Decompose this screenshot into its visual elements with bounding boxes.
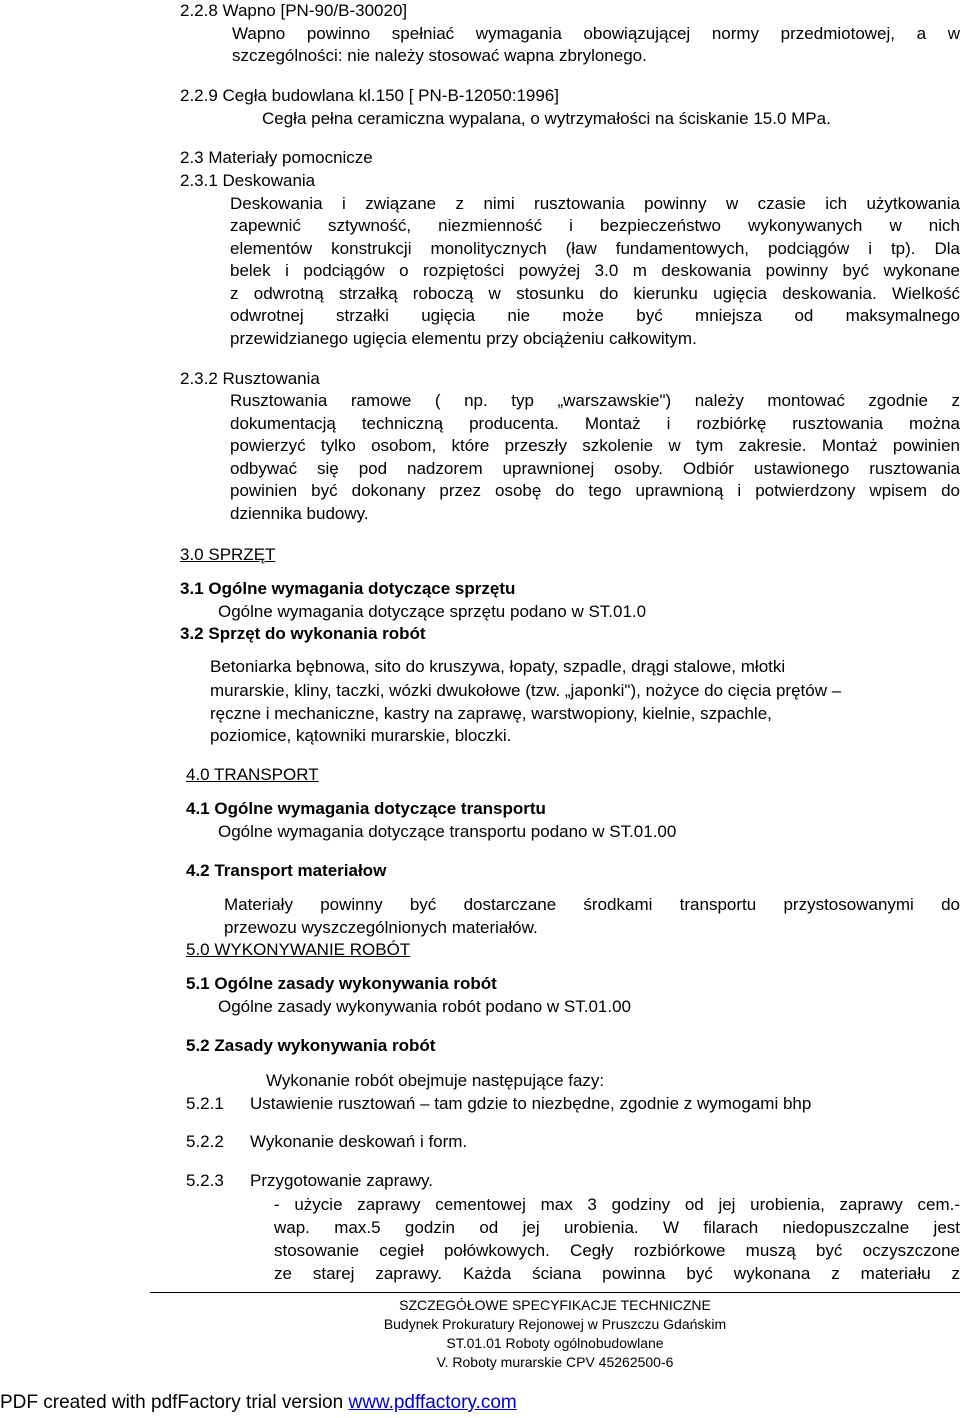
paragraph-line: dokumentacją techniczną producenta. Montaż i rozbiórkę rusztowania można <box>230 414 960 433</box>
paragraph-line: dziennika budowy. <box>230 504 369 523</box>
paragraph-line: Materiały powinny być dostarczane środkami transportu przystosowanymi do <box>224 895 960 914</box>
paragraph-line: murarskie, kliny, taczki, wózki dwukołowe (tzw. „japonki"), nożyce do cięcia prętów – <box>210 681 842 700</box>
list-item-number: 5.2.2 <box>186 1132 224 1151</box>
list-item-text: Przygotowanie zaprawy. <box>250 1171 433 1190</box>
paragraph-line: ze starej zaprawy. Każda ściana powinna być wykonana z materiału z <box>274 1264 960 1283</box>
paragraph-line: poziomice, kątowniki murarskie, bloczki. <box>210 726 512 745</box>
section-heading-2-3-1: 2.3.1 Deskowania <box>180 171 316 190</box>
chapter-heading-5-0: 5.0 WYKONYWANIE ROBÓT <box>186 940 411 959</box>
paragraph-line: z odwrotną strzałką roboczą w stosunku do kierunku ugięcia deskowania. Wielkość <box>230 284 960 303</box>
list-item-number: 5.2.1 <box>186 1094 224 1113</box>
section-heading-2-2-8: 2.2.8 Wapno [PN-90/B-30020] <box>180 1 408 20</box>
paragraph-line: powinien być dokonany przez osobę do tego uprawnioną i potwierdzony wpisem do <box>230 481 960 500</box>
paragraph-line: belek i podciągów o rozpiętości powyżej 3.0 m deskowania powinny być wykonane <box>230 261 960 280</box>
paragraph-line: Rusztowania ramowe ( np. typ „warszawskie") należy montować zgodnie z <box>230 391 960 410</box>
paragraph-line: elementów konstrukcji monolitycznych (ław fundamentowych, podciągów i tp). Dla <box>230 239 960 258</box>
paragraph-line: Ogólne wymagania dotyczące sprzętu podano w ST.01.0 <box>218 602 647 621</box>
section-heading-2-2-9: 2.2.9 Cegła budowlana kl.150 [ PN-B-12050:1996] <box>180 86 559 105</box>
paragraph-line: Ogólne wymagania dotyczące transportu podano w ST.01.00 <box>218 822 677 841</box>
paragraph-line: Ogólne zasady wykonywania robót podano w ST.01.00 <box>218 997 631 1016</box>
footer-line: Budynek Prokuratury Rejonowej w Pruszczu Gdańskim <box>383 1316 727 1332</box>
section-heading-3-1: 3.1 Ogólne wymagania dotyczące sprzętu <box>180 579 516 598</box>
list-item-text: Wykonanie deskowań i form. <box>250 1132 468 1151</box>
section-heading-3-2: 3.2 Sprzęt do wykonania robót <box>180 624 426 643</box>
paragraph-line: zapewnić sztywność, niezmienność i bezpieczeństwo wykonywanych w nich <box>230 216 960 235</box>
paragraph-line: Wykonanie robót obejmuje następujące fazy: <box>266 1071 605 1090</box>
paragraph-line: przewidzianego ugięcia elementu przy obciążeniu całkowitym. <box>230 329 697 348</box>
pdffactory-link[interactable]: www.pdffactory.com <box>348 1392 517 1413</box>
paragraph-line: przewozu wyszczególnionych materiałów. <box>224 918 538 937</box>
footer-line: ST.01.01 Roboty ogólnobudowlane <box>446 1335 664 1351</box>
paragraph-line: - użycie zaprawy cementowej max 3 godziny od jej urobienia, zaprawy cem.- <box>274 1195 960 1214</box>
paragraph-line: stosowanie cegieł połówkowych. Cegły rozbiórkowe muszą być oczyszczone <box>274 1241 960 1260</box>
paragraph-line: ręczne i mechaniczne, kastry na zaprawę, warstwopiony, kielnie, szpachle, <box>210 704 772 723</box>
paragraph-line: wap. max.5 godzin od jej urobienia. W filarach niedopuszczalne jest <box>274 1218 960 1237</box>
paragraph-line: powierzyć tylko osobom, które przeszły szkolenie w tym zakresie. Montaż powinien <box>230 436 960 455</box>
paragraph-line: Cegła pełna ceramiczna wypalana, o wytrzymałości na ściskanie 15.0 MPa. <box>262 109 831 128</box>
section-heading-2-3-2: 2.3.2 Rusztowania <box>180 369 320 388</box>
section-heading-4-1: 4.1 Ogólne wymagania dotyczące transportu <box>186 799 546 818</box>
footer-line: V. Roboty murarskie CPV 45262500-6 <box>436 1354 674 1370</box>
pdf-creator-text: PDF created with pdfFactory trial version <box>0 1392 349 1413</box>
footer-divider <box>150 1292 960 1293</box>
section-heading-2-3: 2.3 Materiały pomocnicze <box>180 148 373 167</box>
list-item-number: 5.2.3 <box>186 1171 224 1190</box>
section-heading-5-1: 5.1 Ogólne zasady wykonywania robót <box>186 974 497 993</box>
paragraph-line: Betoniarka bębnowa, sito do kruszywa, łopaty, szpadle, drągi stalowe, młotki <box>210 657 786 676</box>
pdf-creator-notice <box>0 1392 517 1415</box>
section-heading-5-2: 5.2 Zasady wykonywania robót <box>186 1036 436 1055</box>
chapter-heading-4-0: 4.0 TRANSPORT <box>186 765 319 784</box>
paragraph-line: odbywać się pod nadzorem uprawnionej osoby. Odbiór ustawionego rusztowania <box>230 459 960 478</box>
footer-line: SZCZEGÓŁOWE SPECYFIKACJE TECHNICZNE <box>399 1297 711 1313</box>
section-heading-4-2: 4.2 Transport materiałow <box>186 861 387 880</box>
paragraph-line: Wapno powinno spełniać wymagania obowiązującej normy przedmiotowej, a w <box>232 24 960 43</box>
paragraph-line: szczególności: nie należy stosować wapna zbrylonego. <box>232 46 647 65</box>
paragraph-line: Deskowania i związane z nimi rusztowania powinny w czasie ich użytkowania <box>230 194 960 213</box>
list-item-text: Ustawienie rusztowań – tam gdzie to niezbędne, zgodnie z wymogami bhp <box>250 1094 812 1113</box>
paragraph-line: odwrotnej strzałki ugięcia nie może być mniejsza od maksymalnego <box>230 306 960 325</box>
chapter-heading-3-0: 3.0 SPRZĘT <box>180 545 276 564</box>
